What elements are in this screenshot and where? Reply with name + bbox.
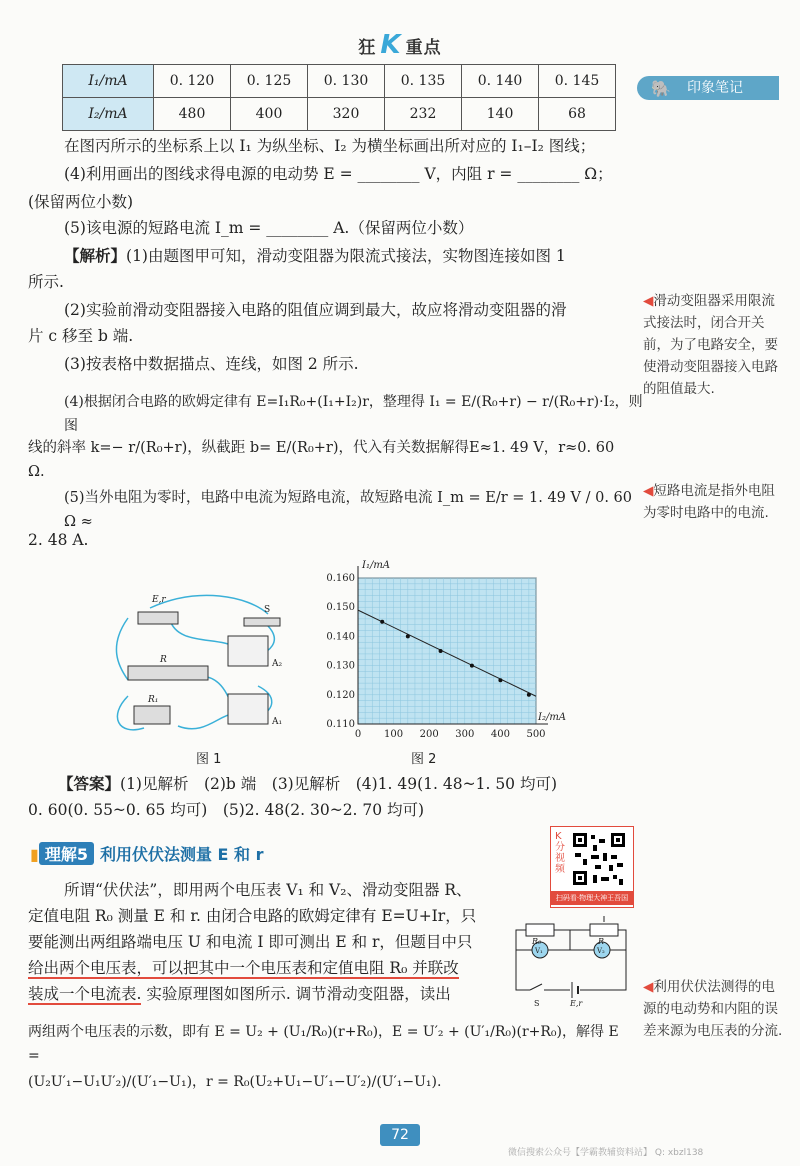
table-cell: 480 <box>154 98 231 131</box>
side-note: ◀利用伏伏法测得的电源的电动势和内阻的误差来源为电压表的分流. <box>643 979 783 1039</box>
text-line <box>28 956 514 980</box>
table-row <box>63 65 616 98</box>
table-row-label: I₂/mA <box>63 98 154 131</box>
y-tick-label: 0.110 <box>326 719 355 730</box>
text-line: (5)当外电阻为零时，电路中电流为短路电流，故短路电流 I_m = E/r = 1. 49 V / 0. 60 Ω ≈ <box>64 490 632 530</box>
table-cell: 0. 145 <box>539 65 616 98</box>
text-line: 要能测出两组路端电压 U 和电流 I 即可测出 E 和 r，但题目中只 <box>28 933 473 951</box>
text-line: 所谓“伏伏法”，即用两个电压表 V₁ 和 V₂、滑动变阻器 R、 <box>64 881 472 899</box>
section-title: 利用伏伏法测量 E 和 r <box>99 845 264 864</box>
text-line: (2)实验前滑动变阻器接入电路的阻值应调到最大，故应将滑动变阻器的滑 <box>64 301 567 319</box>
x-tick-label: 200 <box>419 729 439 740</box>
table-cell: 320 <box>308 98 385 131</box>
underlined-text: 给出两个电压表，可以把其中一个电压表和定值电阻 R₀ 并联改 <box>28 959 459 977</box>
label-a2: A₂ <box>272 659 283 669</box>
y-tick-label: 0.130 <box>326 660 355 672</box>
y-tick-label: 0.140 <box>326 631 355 643</box>
text-line: (U₂U′₁−U₁U′₂)/(U′₁−U₁)，r = R₀(U₂+U₁−U′₁−U′₂)/(U′₁−U₁). <box>28 1074 442 1090</box>
rheostat <box>128 666 208 680</box>
page-number: 72 <box>380 1124 420 1146</box>
table-row-label: I₁/mA <box>63 65 154 98</box>
resistor-r1 <box>134 706 170 724</box>
svg-text:R₀: R₀ <box>532 937 542 946</box>
video-label: K分视频 <box>555 831 565 875</box>
y-tick-label: 0.160 <box>326 573 355 584</box>
data-point <box>470 664 474 668</box>
text-line: 所示. <box>28 273 64 291</box>
ammeter-a1 <box>228 694 268 724</box>
qr-video-box[interactable] <box>550 826 634 908</box>
text-line: 片 c 移至 b 端. <box>28 327 134 345</box>
y-tick-label: 0.150 <box>326 602 355 614</box>
section-tag: 理解5 <box>39 842 94 865</box>
label-a1: A₁ <box>272 717 283 727</box>
header-k-logo: K <box>380 30 402 60</box>
figure-1-caption: 图 1 <box>196 752 222 767</box>
x-tick-label: 500 <box>526 729 546 740</box>
svg-text:R: R <box>598 937 605 946</box>
table-cell: 0. 120 <box>154 65 231 98</box>
svg-text:V₁: V₁ <box>535 947 543 955</box>
answer-label: 【答案】 <box>58 774 121 793</box>
data-table <box>62 64 616 131</box>
x-tick-label: 300 <box>455 729 475 740</box>
analysis-label: 【解析】 <box>64 246 127 265</box>
section-heading <box>30 842 264 865</box>
rheostat-r <box>590 924 618 936</box>
plot-area <box>358 578 536 724</box>
text-line: 2. 48 A. <box>28 531 89 549</box>
text-line: 【解析】(1)由题图甲可知，滑动变阻器为限流式接法，实物图连接如图 1 <box>64 246 566 265</box>
y-axis-label: I₁/mA <box>362 560 391 571</box>
table-cell: 68 <box>539 98 616 131</box>
data-point <box>498 678 502 682</box>
text-line: 两组两个电压表的示数，即有 E = U₂ + (U₁/R₀)(r+R₀)，E = U′₂ + (U′₁/R₀)(r+R₀)，解得 E = <box>28 1024 619 1064</box>
svg-text:E,r: E,r <box>570 999 583 1008</box>
text-line: 线的斜率 k=− r/(R₀+r)，纵截距 b= E/(R₀+r)，代入有关数据解得E≈1. 49 V，r≈0. 60 Ω. <box>28 440 615 480</box>
y-tick-label: 0.120 <box>326 689 355 701</box>
switch <box>244 618 280 626</box>
book-icon: ▮ <box>30 845 39 864</box>
text-line: 定值电阻 R₀ 测量 E 和 r. 由闭合电路的欧姆定律有 E=U+Ir，只 <box>28 907 477 925</box>
table-cell: 232 <box>385 98 462 131</box>
table-cell: 400 <box>231 98 308 131</box>
table-cell: 0. 135 <box>385 65 462 98</box>
sidebar-badge: 🐘 印象笔记 <box>637 76 779 100</box>
data-point <box>439 649 443 653</box>
table-cell: 0. 130 <box>308 65 385 98</box>
data-point <box>406 634 410 638</box>
video-sub: 扫码看·物理大神王吾国 <box>551 891 633 905</box>
qr-code-icon <box>571 831 627 887</box>
data-point <box>380 620 384 624</box>
battery <box>138 612 178 624</box>
header-left: 狂 <box>358 38 377 58</box>
text-line: (保留两位小数) <box>28 193 134 211</box>
x-axis-label: I₂/mA <box>538 712 567 723</box>
label-s: S <box>264 605 271 615</box>
svg-text:S: S <box>534 999 540 1008</box>
data-point <box>527 693 531 697</box>
elephant-icon: 🐘 <box>651 79 671 98</box>
x-tick-label: 100 <box>384 729 404 740</box>
resistor-r0 <box>526 924 554 936</box>
table-cell: 0. 125 <box>231 65 308 98</box>
header-right: 重点 <box>405 38 442 58</box>
figure-1-apparatus <box>108 586 298 746</box>
label-er: E,r <box>152 595 166 605</box>
text-line: (3)按表格中数据描点、连线，如图 2 所示. <box>64 355 359 373</box>
side-note: ◀滑动变阻器采用限流式接法时，闭合开关前，为了电路安全，要使滑动变阻器接入电路的阻值最大. <box>643 293 778 397</box>
text-line: (5)该电源的短路电流 I_m = ________ A.（保留两位小数） <box>64 219 474 237</box>
figure-2-caption: 图 2 <box>411 752 437 767</box>
answer-line: 【答案】(1)见解析 (2)b 端 (3)见解析 (4)1. 49(1. 48~1. 50 均可) <box>58 774 558 793</box>
text-line: (4)利用画出的图线求得电源的电动势 E = ________ V，内阻 r = ________ Ω； <box>64 165 613 183</box>
text-line: 装成一个电流表. 实验原理图如图所示. 调节滑动变阻器，读出 <box>28 985 451 1003</box>
circuit-diagram <box>510 916 632 1008</box>
table-cell: 0. 140 <box>462 65 539 98</box>
svg-text:V₂: V₂ <box>597 947 605 955</box>
answer-line: 0. 60(0. 55~0. 65 均可) (5)2. 48(2. 30~2. 70 均可) <box>28 801 425 819</box>
side-note: ◀短路电流是指外电阻为零时电路中的电流. <box>643 483 775 521</box>
x-tick-label: 0 <box>354 729 362 740</box>
figure-2-chart <box>318 556 567 746</box>
table-row <box>63 98 616 131</box>
table-cell: 140 <box>462 98 539 131</box>
ammeter-a2 <box>228 636 268 666</box>
x-tick-label: 400 <box>490 729 510 740</box>
page-header <box>0 30 800 60</box>
label-r: R <box>160 655 167 665</box>
text-line: 在图丙所示的坐标系上以 I₁ 为纵坐标、I₂ 为横坐标画出所对应的 I₁–I₂ 图线； <box>64 137 596 155</box>
footer-watermark: 微信搜索公众号【学霸教辅资料站】 Q: xbzl138 <box>508 1148 704 1158</box>
label-r1: R₁ <box>148 695 159 705</box>
text-line: (4)根据闭合电路的欧姆定律有 E=I₁R₀+(I₁+I₂)r，整理得 I₁ = E/(R₀+r) − r/(R₀+r)·I₂，则图 <box>64 394 643 434</box>
underlined-text: 装成一个电流表. <box>28 985 142 1003</box>
